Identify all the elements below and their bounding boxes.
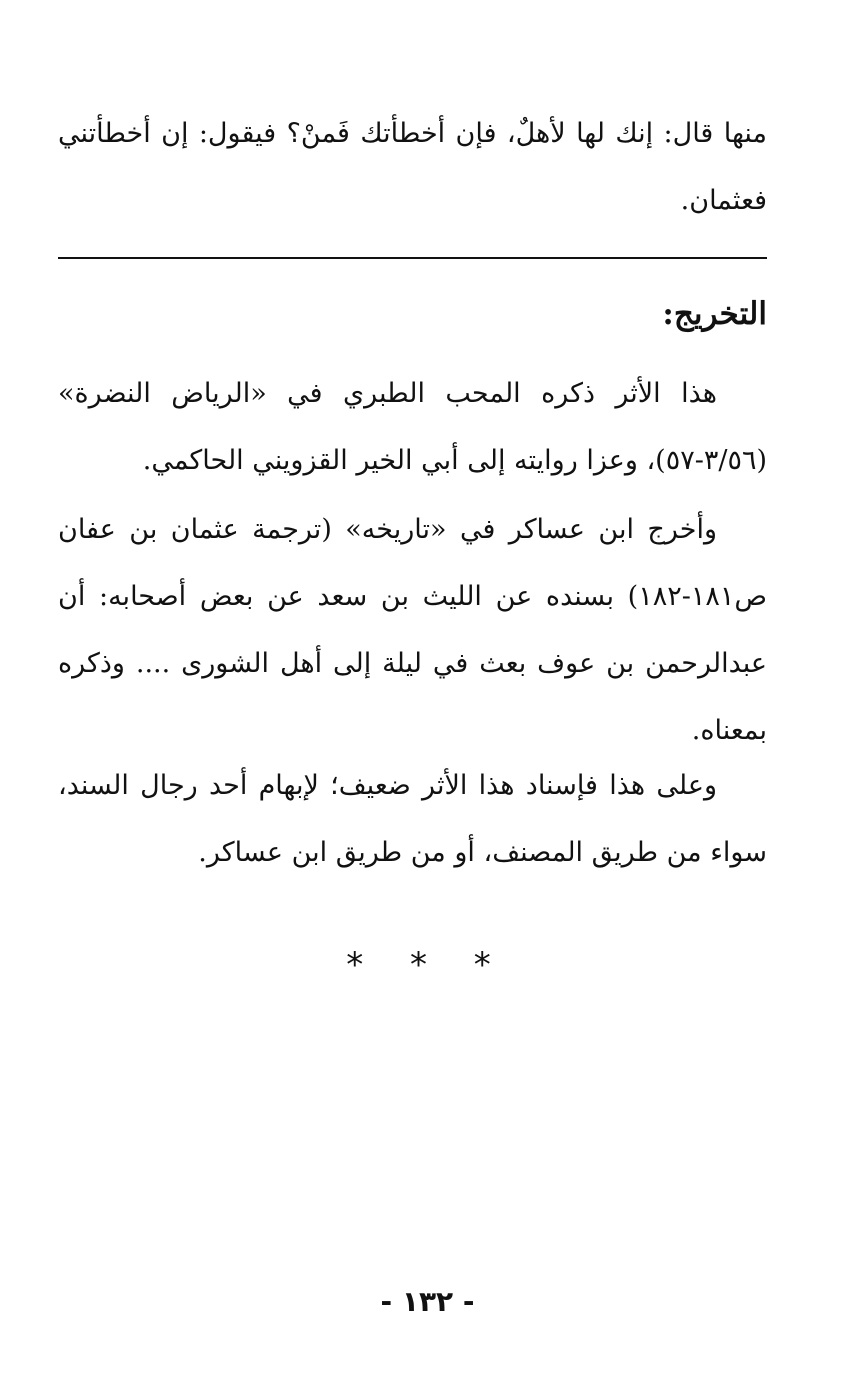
paragraph-block-3 xyxy=(58,752,767,886)
footnote-divider xyxy=(58,257,767,259)
section-heading: التخريج: xyxy=(662,296,767,332)
top-paragraph: منها قال: إنك لها لأهلٌ، فإن أخطأتك فَمنْ؟ فيقول: إن أخطأتني فعثمان. xyxy=(58,118,767,216)
paragraph-3: وعلى هذا فإسناد هذا الأثر ضعيف؛ لإبهام أحد رجال السند، سواء من طريق المصنف، أو من طريق ابن عساكر. xyxy=(58,770,767,868)
paragraph-1: هذا الأثر ذكره المحب الطبري في «الرياض النضرة» (٣/٥٦-٥٧)، وعزا روايته إلى أبي الخير القزويني الحاكمي. xyxy=(58,378,767,476)
page-number: - ١٣٢ - xyxy=(380,1285,475,1318)
paragraph-block-2 xyxy=(58,496,767,764)
section-separator: * * * xyxy=(346,945,509,985)
top-paragraph-block xyxy=(58,100,767,234)
paragraph-2: وأخرج ابن عساكر في «تاريخه» (ترجمة عثمان بن عفان ص١٨١-١٨٢) بسنده عن الليث بن سعد عن بعض أصحابه: أن عبدالرحمن بن عوف بعث في ليلة إلى أهل الشورى .... وذكره بمعناه. xyxy=(58,514,767,746)
paragraph-block-1 xyxy=(58,360,767,494)
